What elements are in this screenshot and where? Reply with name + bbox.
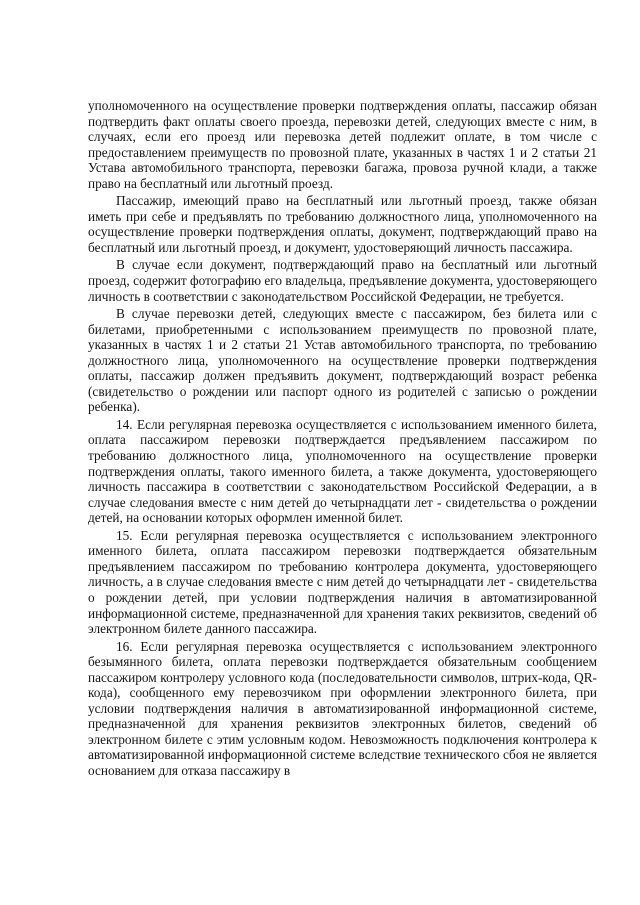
paragraph-14-named-ticket: 14. Если регулярная перевозка осуществляется с использованием именного билета, оплата пассажиром перевозки подтверждается предъявлением пассажиром по требованию должностного лица, уполномоченного на осуществление проверки подтверждения оплаты, такого именного билета, а также документа, удостоверяющего личность пассажира в соответствии с законодательством Российской Федерации, а в случае следования вместе с ним детей до четырнадцати лет - свидетельства о рождении детей, на основании которых оформлен именной билет.	[88, 416, 597, 526]
paragraph-15-electronic-named-ticket: 15. Если регулярная перевозка осуществляется с использованием электронного именного билета, оплата пассажиром перевозки подтверждается обязательным предъявлением пассажиром по требованию контролера документа, удостоверяющего личность, а в случае следования вместе с ним детей до четырнадцати лет - свидетельства о рождении детей, при условии подтверждения наличия в автоматизированной информационной системе, предназначенной для хранения таких реквизитов, сведений об электронном билете данного пассажира.	[88, 527, 597, 637]
paragraph-continuation: уполномоченного на осуществление проверки подтверждения оплаты, пассажир обязан подтвердить факт оплаты своего проезда, перевозки детей, следующих вместе с ним, в случаях, если его проезд или перевозка детей подлежит оплате, в том числе с предоставлением преимуществ по провозной плате, указанных в частях 1 и 2 статьи 21 Устава автомобильного транспорта, перевозки багажа, провоза ручной клади, а также право на бесплатный или льготный проезд.	[88, 98, 597, 191]
paragraph-free-travel-documents: Пассажир, имеющий право на бесплатный или льготный проезд, также обязан иметь при себе и предъявлять по требованию должностного лица, уполномоченного на осуществление проверки подтверждения оплаты, документ, подтверждающий право на бесплатный или льготный проезд, и документ, удостоверяющий личность пассажира.	[88, 193, 597, 255]
paragraph-photo-document: В случае если документ, подтверждающий право на бесплатный или льготный проезд, содержит фотографию его владельца, предъявление документа, удостоверяющего личность в соответствии с законодательством Российской Федерации, не требуется.	[88, 257, 597, 304]
paragraph-children-transport: В случае перевозки детей, следующих вместе с пассажиром, без билета или с билетами, приобретенными с использованием преимуществ по провозной плате, указанных в частях 1 и 2 статьи 21 Устав автомобильного транспорта, по требованию должностного лица, уполномоченного на осуществление проверки подтверждения оплаты, пассажир должен предъявить документ, подтверждающий возраст ребенка (свидетельство о рождении или паспорт одного из родителей с записью о рождении ребенка).	[88, 306, 597, 415]
paragraph-16-electronic-anonymous-ticket: 16. Если регулярная перевозка осуществляется с использованием электронного безымянного билета, оплата перевозки подтверждается обязательным сообщением пассажиром контролеру условного кода (последовательности символов, штрих-кода, QR-кода), сообщенного ему перевозчиком при оформлении электронного билета, при условии подтверждения наличия в автоматизированной информационной системе, предназначенной для хранения реквизитов электронных билетов, сведений об электронном билете с этим условным кодом. Невозможность подключения контролера к автоматизированной информационной системе вследствие технического сбоя не является основанием для отказа пассажиру в	[88, 638, 597, 778]
document-body	[88, 98, 597, 781]
